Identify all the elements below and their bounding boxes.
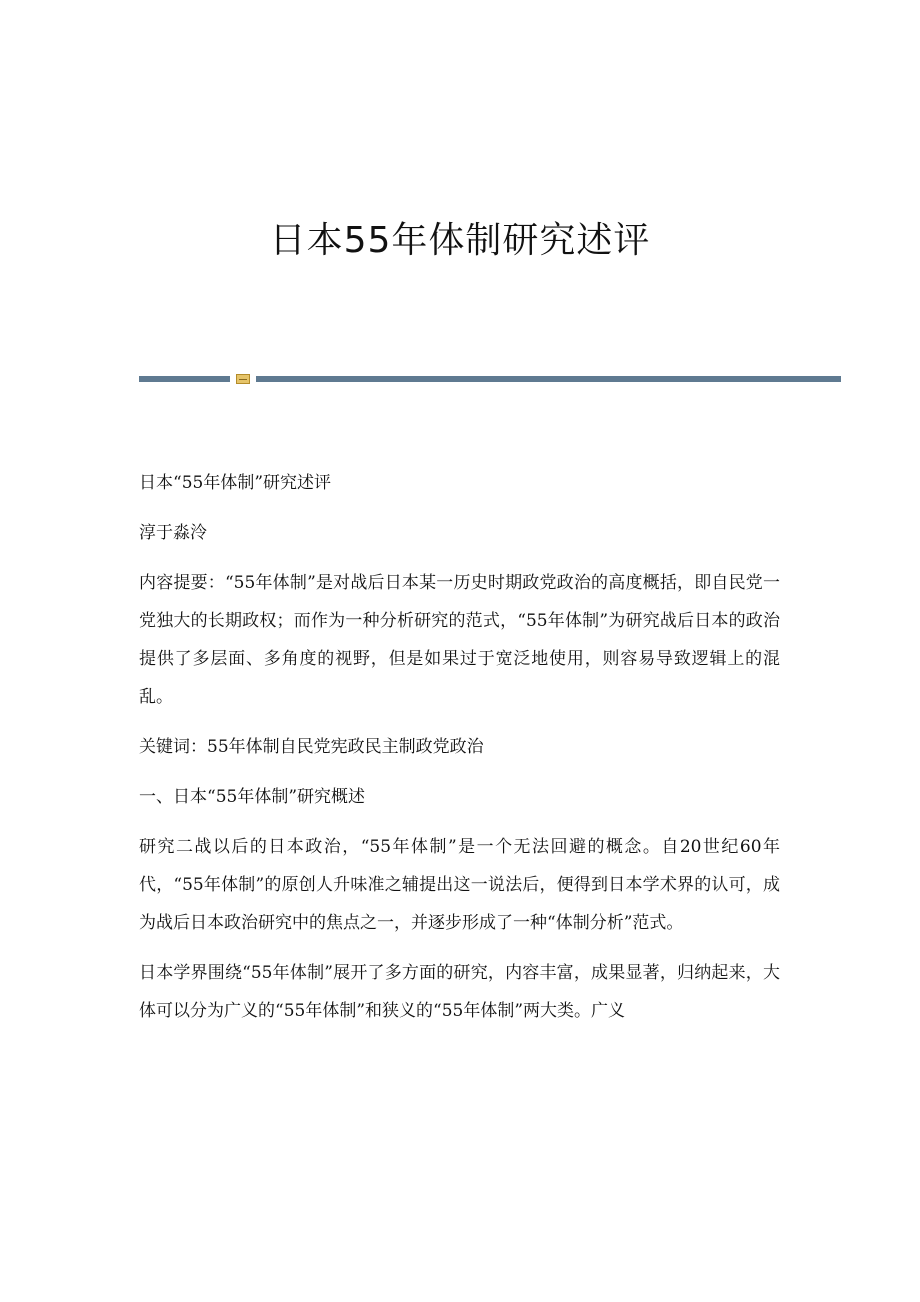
article-heading: 日本“55年体制”研究述评 — [139, 473, 332, 493]
section-heading: 一、日本“55年体制”研究概述 — [139, 787, 366, 807]
document-title: 日本55年体制研究述评 — [269, 220, 651, 261]
abstract-paragraph: 内容提要：“55年体制”是对战后日本某一历史时期政党政治的高度概括，即自民党一党独大的长期政权；而作为一种分析研究的范式，“55年体制”为研究战后日本的政治提供了多层面、多角度的视野，但是如果过于宽泛地使用，则容易导致逻辑上的混乱。 — [139, 573, 780, 707]
title-divider — [139, 374, 841, 384]
divider-bar-left — [139, 376, 230, 382]
keywords-line: 关键词：55年体制自民党宪政民主制政党政治 — [139, 737, 484, 757]
body-paragraph: 日本学界围绕“55年体制”展开了多方面的研究，内容丰富，成果显著，归纳起来，大体可以分为广义的“55年体制”和狭义的“55年体制”两大类。广义 — [139, 963, 780, 1021]
divider-bar-right — [256, 376, 841, 382]
body-paragraph: 研究二战以后的日本政治，“55年体制”是一个无法回避的概念。自20世纪60年代，“55年体制”的原创人升味准之辅提出这一说法后，便得到日本学术界的认可，成为战后日本政治研究中的焦点之一，并逐步形成了一种“体制分析”范式。 — [139, 837, 780, 933]
document-body — [139, 464, 780, 1042]
author-name: 淳于淼泠 — [139, 523, 207, 543]
divider-ornament-icon — [236, 374, 250, 384]
